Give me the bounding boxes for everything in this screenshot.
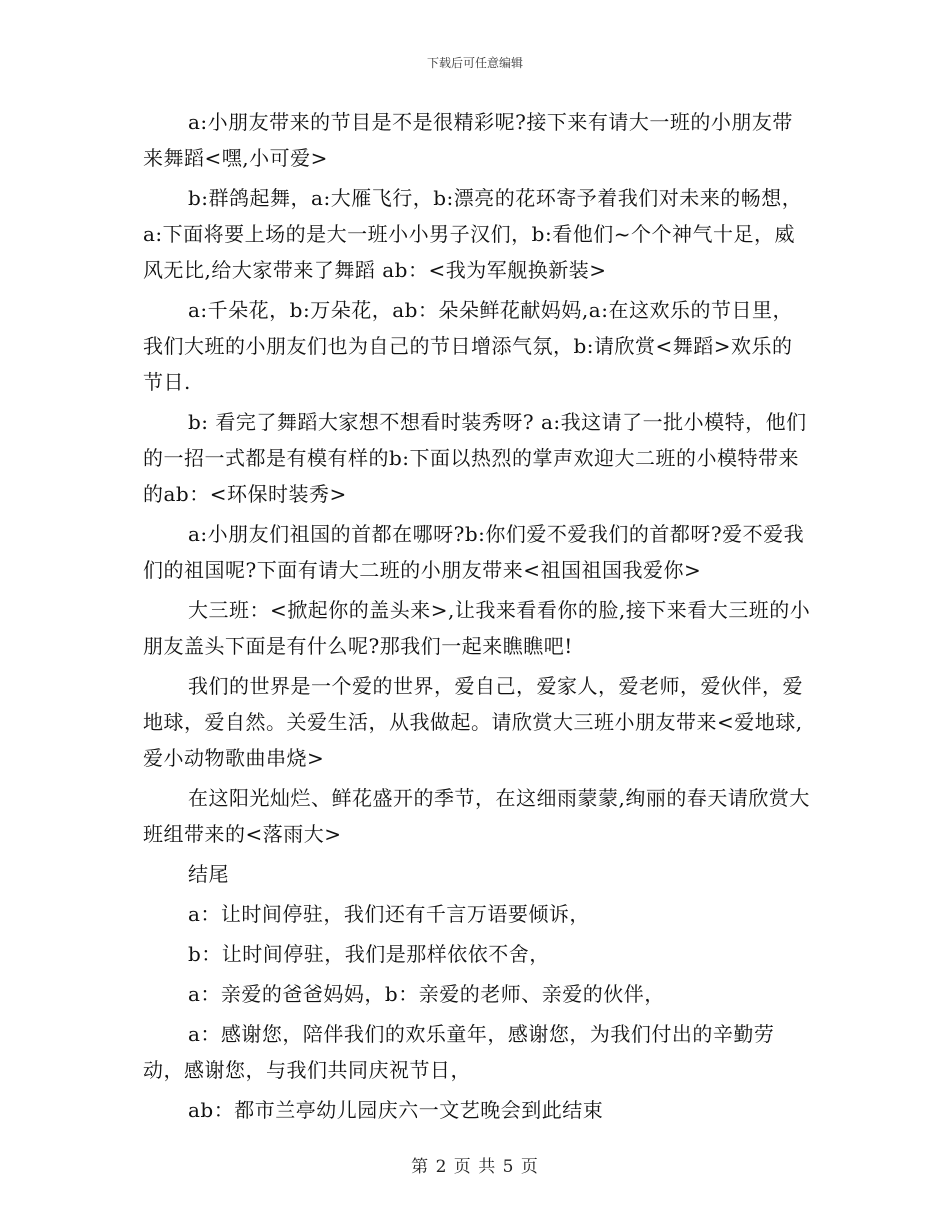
document-body [143,104,813,1132]
page-header: 下载后可任意编辑 [426,56,523,70]
paragraph: 在这阳光灿烂、鲜花盛开的季节，在这细雨蒙蒙,绚丽的春天请欣赏大班组带来的<落雨大> [143,786,810,846]
section-heading: 结尾 [188,862,229,886]
paragraph: ab：都市兰亭幼儿园庆六一文艺晚会到此结束 [188,1098,604,1122]
paragraph: 大三班：<掀起你的盖头来>,让我来看看你的脸,接下来看大三班的小朋友盖头下面是有什么呢?那我们一起来瞧瞧吧! [143,598,811,658]
paragraph: a:千朵花，b:万朵花，ab：朵朵鲜花献妈妈,a:在这欢乐的节日里，我们大班的小朋友们也为自己的节日增添气氛，b:请欣赏<舞蹈>欢乐的节日. [143,298,793,394]
paragraph: a：感谢您，陪伴我们的欢乐童年，感谢您，为我们付出的辛勤劳动，感谢您，与我们共同庆祝节日， [143,1022,775,1082]
paragraph: a:小朋友带来的节目是不是很精彩呢?接下来有请大一班的小朋友带来舞蹈<嘿,小可爱> [143,110,793,170]
page-number: 第 2 页 共 5 页 [411,1157,539,1177]
paragraph: b:群鸽起舞，a:大雁飞行，b:漂亮的花环寄予着我们对未来的畅想，a:下面将要上场的是大一班小小男子汉们，b:看他们~个个神气十足，威风无比,给大家带来了舞蹈 ab：<我为军舰换新装> [143,186,803,282]
paragraph: b：让时间停驻，我们是那样依依不舍， [188,942,550,966]
paragraph: 我们的世界是一个爱的世界，爱自己，爱家人，爱老师，爱伙伴，爱地球，爱自然。关爱生活，从我做起。请欣赏大三班小朋友带来<爱地球,爱小动物歌曲串烧> [143,674,803,770]
paragraph: a：亲爱的爸爸妈妈，b：亲爱的老师、亲爱的伙伴， [188,982,665,1006]
paragraph: a：让时间停驻，我们还有千言万语要倾诉， [188,902,590,926]
paragraph: a:小朋友们祖国的首都在哪呀?b:你们爱不爱我们的首都呀?爱不爱我们的祖国呢?下面有请大二班的小朋友带来<祖国祖国我爱你> [143,522,805,582]
paragraph: b: 看完了舞蹈大家想不想看时装秀呀? a:我这请了一批小模特，他们的一招一式都是有模有样的b:下面以热烈的掌声欢迎大二班的小模特带来的ab：<环保时装秀> [143,410,807,506]
